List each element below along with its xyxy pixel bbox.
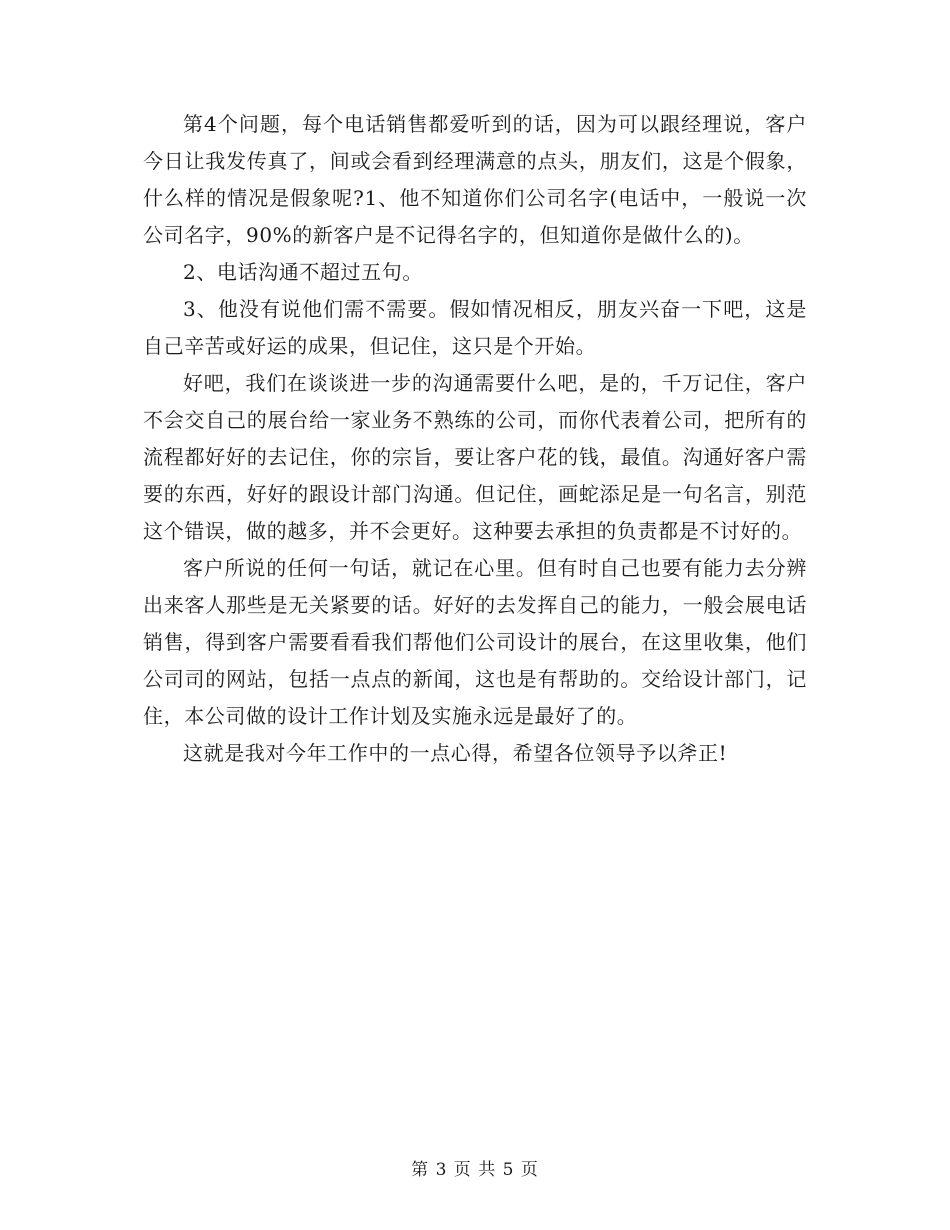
paragraph: 客户所说的任何一句话，就记在心里。但有时自己也要有能力去分辨出来客人那些是无关紧要的话。好好的去发挥自己的能力，一般会展电话销售，得到客户需要看看我们帮他们公司设计的展台，在这里收集，他们公司司的网站，包括一点点的新闻，这也是有帮助的。交给设计部门，记住，本公司做的设计工作计划及实施永远是最好了的。 <box>143 556 807 728</box>
page-number-footer: 第 3 页 共 5 页 <box>411 1160 539 1180</box>
paragraph: 2、电话沟通不超过五句。 <box>183 260 423 284</box>
paragraph: 好吧，我们在谈谈进一步的沟通需要什么吧，是的，千万记住，客户不会交自己的展台给一家业务不熟练的公司，而你代表着公司，把所有的流程都好好的去记住，你的宗旨，要让客户花的钱，最值。沟通好客户需要的东西，好好的跟设计部门沟通。但记住，画蛇添足是一句名言，别范这个错误，做的越多，并不会更好。这种要去承担的负责都是不讨好的。 <box>143 371 807 543</box>
document-body <box>143 106 807 772</box>
paragraph: 3、他没有说他们需不需要。假如情况相反，朋友兴奋一下吧，这是自己辛苦或好运的成果，但记住，这只是个开始。 <box>143 297 807 358</box>
paragraph: 第4个问题，每个电话销售都爱听到的话，因为可以跟经理说，客户今日让我发传真了，间或会看到经理满意的点头，朋友们，这是个假象，什么样的情况是假象呢?1、他不知道你们公司名字(电话中，一般说一次公司名字，90%的新客户是不记得名字的，但知道你是做什么的)。 <box>143 112 807 247</box>
paragraph: 这就是我对今年工作中的一点心得，希望各位领导予以斧正! <box>183 741 728 765</box>
